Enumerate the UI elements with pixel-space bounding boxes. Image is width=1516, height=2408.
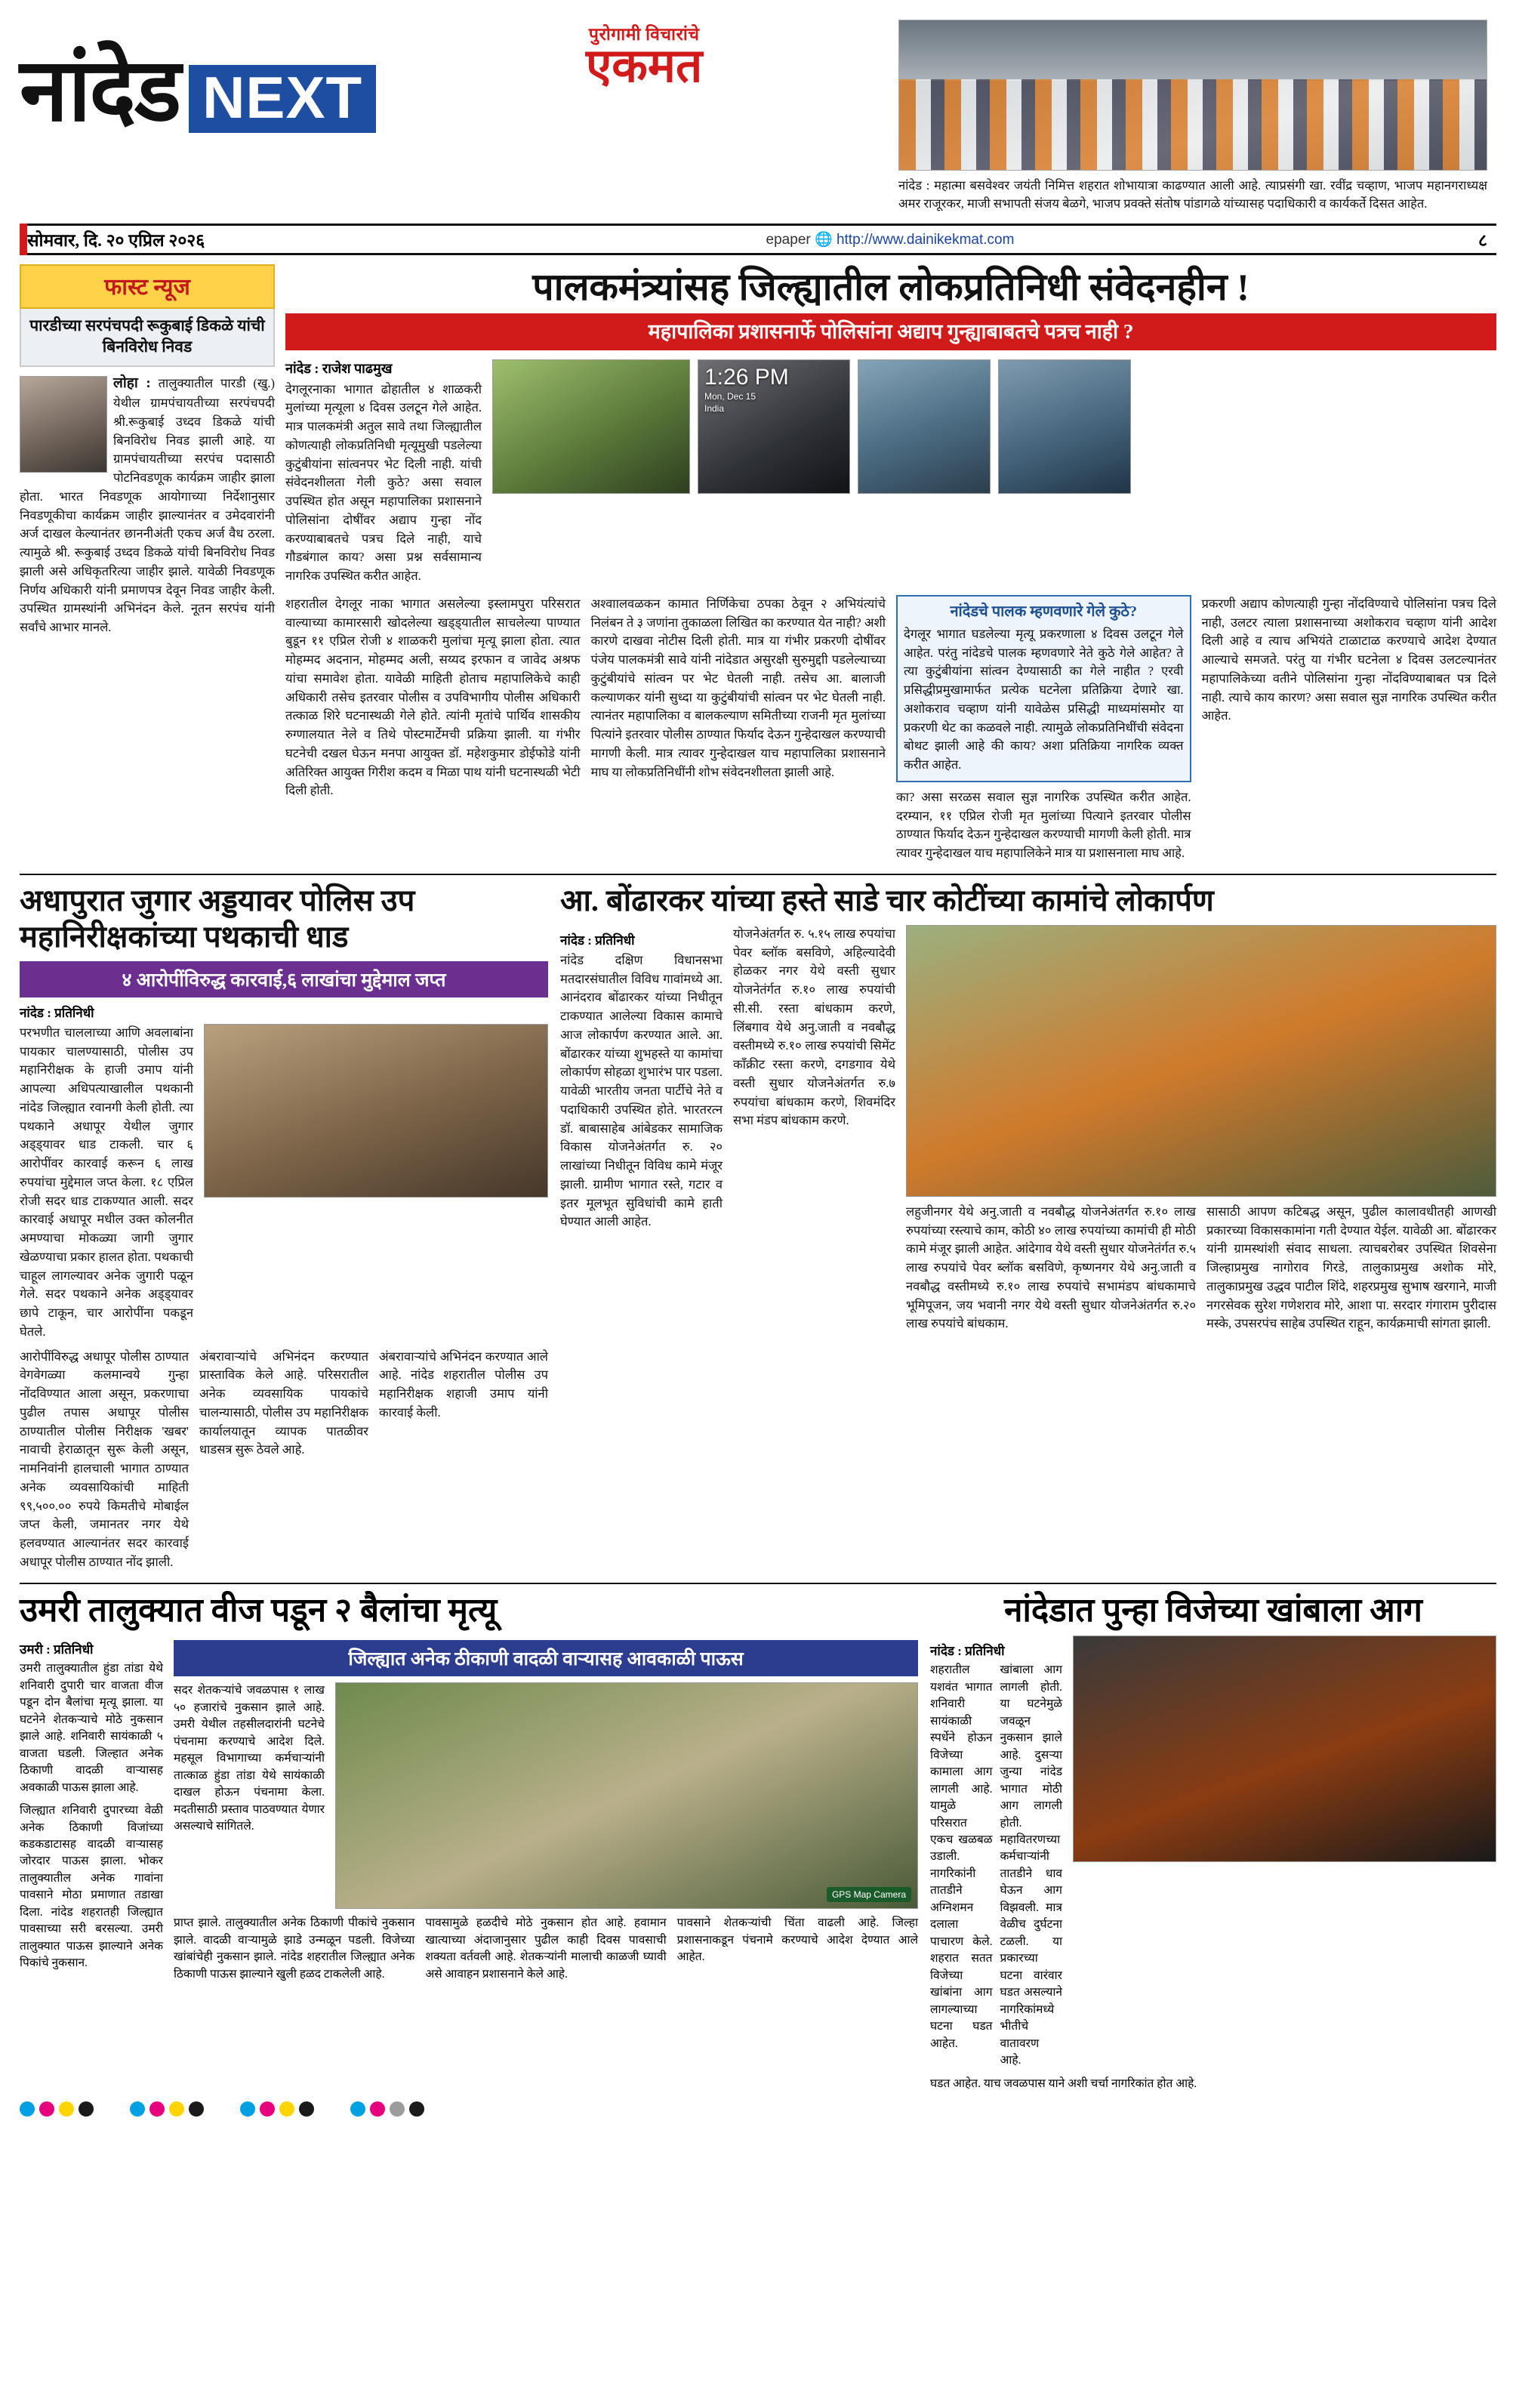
lead-col-3: का? असा सरळस सवाल सुज्ञ नागरिक उपस्थित करीत आहेत. दरम्यान, ११ एप्रिल रोजी मृत मुलांच्या पित्याने इतरवार पोलीस ठाण्यात फिर्याद देऊन गुन्हेदाखल करण्याची मागणी केली होती. मात्र त्यावर गुन्हेदाखल याच महापालिकेने मात्र या प्रशासनाला माघ आहे.: [896, 789, 1191, 861]
pond-rescue-photo-2: [998, 359, 1131, 494]
swatch-black: [409, 2101, 424, 2117]
lead-byline: नांदेड : राजेश पाढमुख: [285, 360, 393, 376]
photo-crowd: [899, 79, 1487, 170]
lead-intro-text: देगलूरनाका भागात ढोहातील ४ शाळकरी मुलांच्या मृत्यूला ४ दिवस उलटून गेले आहेत. मात्र पालकमंत्री अतुल सावे तथा जिल्ह्यातील कोणत्याही लोकप्रतिनिधी मृत्यूमुखी पडलेल्या कुटुंबीयांना सांत्वनपर भेट दिली नाही. यांची संवेदनशीलता गेली कुठे? असा सवाल उपस्थित होत असून महापालिका प्रशासनाने पोलिसांना दोषींवर अद्याप गुन्हा नोंद करण्याबाबतचे पत्रच दिले नाही, याचे गौडबंगाल काय? असा प्रश्न सर्वसामान्य नागरिक उपस्थित करीत आहेत.: [285, 381, 482, 584]
swatch-cyan: [240, 2101, 255, 2117]
swatch-group-3: [240, 2101, 314, 2117]
lead-col-2: अश्वाालवळकन कामात निर्णिकेचा ठपका ठेवून २ अभियंत्यांचे निलंबन ते ३ जणांना तुकाळला लिखित का करण्यात येत नाही? अशी कारणे दाखवा नोटीस दिली होती. मात्र या गंभीर प्रकरणी दोषींवर पंजेय पालकमंत्री सावे यांनी नांदेडात असुरक्षी सुरुमुद्दाी पडलेल्याच्या कुटुंबीयांचे सांत्वन पर भेट घेतली नाही. तसेच आ. बालाजी कल्याणकर यांनी सुध्दा या कुटुंबीयांची सांत्वन पर भेट घेतली नाही. त्यानंतर महापालिका व बालकल्याण समितीच्या राजनी मृत मुलांच्या पित्यांने इतरवार पोलीस ठाण्यात फिर्याद देऊन गुन्हेदाखल करण्याची मागणी केली. मात्र त्यावर गुन्हेदाखल याच महापालिका प्रशासनाने माघ या लोकप्रतिनिधींनी शोभ संवेदनशीलता झाली आहे.: [590, 596, 886, 779]
page-number: ८: [1478, 230, 1487, 250]
datebar-red-block: [20, 224, 27, 255]
tagline: [586, 26, 702, 90]
lokarpan-col-4: सासाठी आपण कटिबद्ध असून, पुढील कालावधीतही आणखी प्रकारच्या विकासकामांना गती देण्यात येईल. यावेळी आ. बोंढारकर यांनी ग्रामस्थांशी संवाद साधला. त्याचबरोबर उपस्थित शिवसेना जिल्हाप्रमुख नागोराव गिरडे, तालुकाप्रमुख अशोक मोरे, तालुकाप्रमुख उद्धव पाटील शिंदे, शहरप्रमुख सुभाष खरगाने, माजी नगरसेवक सुरेश गणेशराव मोरे, आशा पा. सरदार गंगाराम पुरीदास मस्के, उपसरपंच साहेब उपस्थित राहून, कार्यक्रमाची सांगता झाली.: [1206, 1204, 1496, 1331]
fire-footer-text: घडत आहेत. याच जवळपास याने अशी चर्चा नागरिकांत होत आहे.: [930, 2077, 1197, 2090]
umri-col-1-wrap: [20, 1634, 163, 1983]
swatch-cyan: [20, 2101, 35, 2117]
umri-byline: उमरी : प्रतिनिधी: [20, 1642, 94, 1657]
umri-col-1: उमरी तालुक्यातील हुंडा तांडा येथे शनिवारी दुपारी चार वाजता वीज पडून दोन बैलांचा मृत्यू झाला. या घटनेने शेतकऱ्याचे मोठे नुकसान झाले आहे. शनिवारी सायंकाळी ५ वाजता घडली. जिल्हात अनेक ठिकाणी वादळी वाऱ्यासह अवकाळी पाऊस झाला आहे.: [20, 1662, 163, 1794]
fire-headline: नांदेडात पुन्हा विजेच्या खांबाला आग: [1004, 1591, 1422, 1629]
swatch-magenta: [149, 2101, 165, 2117]
fire-story: [930, 1592, 1496, 2092]
lead-photo-strip: [492, 359, 1496, 586]
timestamp-time: 1:26: [704, 364, 749, 390]
gambling-byline: नांदेड : प्रतिनिधी: [20, 1005, 94, 1020]
gambling-col-1: परभणीत चाललाच्या आणि अवलाबांना पायकार चालण्यासाठी, पोलीस उप महानिरीक्षक के हाजी उमाप यांनी आपल्या अधिपत्याखालील पथकानी नांदेड जिल्ह्यात रवानगी केली होती. त्या पथकाने अधापूर येथील जुगार अड्ड्यावर धाड टाकली. चार ६ आरोपींवर कारवाई करून ६ लाख रुपयांचा मुद्देमाल जप्त केला. १८ एप्रिल रोजी सदर धाड टाकण्यात आली. सदर कारवाई अधापूर मधील उक्त कोलनीत अमण्याचा मोकळ्या जागी जुगार खेळण्याचा प्रकार हालत होता. पथकाची चाहूल लागल्यावर अनेक जुगारी पळून गेले. सदर पथकाने अनेक अड्ड्यावर छापे टाकून, चार आरोपींना पकडून घेतले.: [20, 1025, 193, 1339]
lokarpan-byline: नांदेड : प्रतिनिधी: [560, 933, 635, 948]
umri-story: [20, 1592, 918, 2092]
gambling-ribbon: ४ आरोपींविरुद्ध कारवाई,६ लाखांचा मुद्देमाल जप्त: [20, 961, 548, 997]
lead-story: [285, 264, 1496, 863]
fire-text-cols: [930, 1662, 1062, 2069]
umri-col-6: पावसाने शेतकऱ्यांची चिंता वाढली आहे. जिल्हा प्रशासनाकडून पंचनामे करण्याचे आदेश देण्यात आले आहेत.: [676, 1916, 918, 1964]
lokarpan-headline: आ. बोंढारकर यांच्या हस्ते साडे चार कोटींच्या कामांचे लोकार्पण: [560, 883, 1214, 917]
masthead: [20, 0, 1496, 213]
masthead-photo-block: [898, 20, 1487, 213]
timestamp-place: India: [704, 402, 725, 414]
lokarpan-col-1: नांदेड दक्षिण विधानसभा मतदारसंघातील विविध गावांमध्ये आ. आनंदराव बोंढारकर यांच्या निधीतून टाकण्यात आलेल्या विकास कामाचे आज लोकार्पण करण्यात आले. आ. बोंढारकर यांच्या शुभहस्ते या कामांचा लोकार्पण सोहळा शुभारंभ पार पडला. यावेळी भारतीय जनता पार्टीचे नेते व पदाधिकारी उपस्थित होते. भारतरत्न डॉ. बाबासाहेब आंबेडकर सामाजिक विकास योजनेअंतर्गत रु. २० लाखांच्या निधीतून विविध कामे मंजूर झाली. ग्रामीण भागात रस्ते, गटार व इतर मूलभूत सुविधांची कामे हाती घेण्यात आली आहेत.: [560, 952, 723, 1229]
gambling-col-4: अंबरावाऱ्यांचे अभिनंदन करण्यात आले आहे. नांदेड शहरातील पोलीस उप महानिरीक्षक शहाजी उमाप यांनी कारवाई केली.: [379, 1349, 548, 1420]
lokarpan-col-3: लहुजीनगर येथे अनु.जाती व नवबौद्ध योजनेअंतर्गत रु.१० लाख रुपयांच्या रस्त्याचे काम, कोठी ४० लाख रुपयांच्या कामांची ही मोठी कामे मंजूर झाली आहेत. आंदेगाव येथे वस्ती सुधार योजनेतंर्गत रु.५ लाख रुपयांचे पेवर ब्लॉक बसविणे, कृष्णनगर येथे अनु.जाती व नवबौद्ध वस्तीमध्ये रु.१० लाख रुपयांचे सभामंडप बांधकामाचे भूमिपूजन, जय भवानी नगर येथे वस्ती सुधार योजनेअंतर्गत रु.२० लाख रुपयांचे बांधकाम.: [906, 1204, 1196, 1331]
swatch-black: [79, 2101, 94, 2117]
fire-photo-wrap: [1073, 1636, 1496, 2069]
umri-col-3: सदर शेतकऱ्यांचे जवळपास १ लाख ५० हजारांचे नुकसान झाले आहे. उमरी येथील तहसीलदारांनी घटनेचे पंचनामा करण्याचे आदेश दिले. महसूल विभागाच्या कर्मचाऱ्यांनी तात्काळ हुंडा तांडा येथे सायंकाळी दाखल होऊन पंचनामा केला. मदतीसाठी प्रस्ताव पाठवण्यात येणार असल्याचे सांगितले.: [174, 1684, 325, 1833]
lokarpan-col-2-wrap: [733, 925, 895, 1333]
fire-byline: नांदेड : प्रतिनिधी: [930, 1644, 1005, 1659]
lead-col-3-wrap: [896, 595, 1191, 863]
registration-color-bar: [20, 2104, 1496, 2124]
lead-body-columns: [285, 595, 1496, 863]
main-content: [20, 264, 1496, 863]
globe-icon: 🌐: [815, 231, 833, 248]
highlight-box: [896, 595, 1191, 782]
gambling-story: [20, 883, 548, 1572]
pond-rescue-photo-1: [858, 359, 991, 494]
fast-news-dateline: लोहा :: [113, 375, 151, 391]
section-two: [20, 883, 1496, 1572]
dead-bulls-photo: [335, 1682, 918, 1909]
swatch-yellow: [59, 2101, 74, 2117]
lokarpan-right-wrap: [906, 925, 1496, 1333]
photo-timestamp: [704, 366, 789, 413]
fire-col-2: खांबाला आग लागली होती. या घटनेमुळे जवळून नुकसान झाले आहे. दुसऱ्या जुन्या नांदेड भागात मोठी आग लागली होती. महावितरणच्या कर्मचाऱ्यांनी तातडीने धाव घेऊन आग विझवली. मात्र वेळीच दुर्घटना टळली. या प्रकारच्या घटना वारंवार घडत असल्याने नागरिकांमध्ये भीतीचे वातावरण आहे.: [1000, 1663, 1062, 2067]
gambling-col-2: आरोपींविरुद्ध अधापूर पोलीस ठाण्यात वेगवेगळ्या कलमान्वये गुन्हा नोंदविण्यात आला असून, प्रकरणाचा पुढील तपास अधापूर पोलीस ठाण्यातील पोलीस निरीक्षक 'खबर' नावाची हेराळातून सुरू केली असून, नामनिवांनी हालचाली भागात ठाण्यात अनेक व्यवसायिकांची माहिती ९९,५००.०० रुपये किमतीचे मोबाईल जप्त केली, जमानतर नगर येथे हलवण्यात आल्यानंतर सदर कारवाई अधापूर पोलीस ठाण्यात नोंद झाली.: [20, 1349, 189, 1569]
logo-next-badge: NEXT: [189, 65, 376, 133]
lead-col-4: प्रकरणी अद्याप कोणत्याही गुन्हा नोंदविण्याचे पोलिसांना पत्रच दिले नाही, उलटर त्याला प्रशासनाच्या अशोकराव चव्हाण यांनी आदेश दिली आहे व त्याच अभियंते टाळाटाळ करण्याचे आदेश देण्यात आल्याचे समजते. परंतु या गंभीर घटनेला ४ दिवस उलटल्यानंतर महापालिकेच्या वतीने पोलिसांना गुन्हा नोंदविण्याबाबत पत्र दिले नाही. त्याचे काय कारण? असा सवाल सुज्ञ नागरिक उपस्थित करीत आहेत.: [1201, 596, 1496, 723]
gambling-photo-wrap: [204, 1024, 548, 1342]
boy-portrait-photo: [492, 359, 690, 494]
swatch-yellow: [279, 2101, 294, 2117]
timestamp-ampm: PM: [754, 364, 789, 390]
sarpanch-portrait-photo: [20, 376, 107, 473]
epaper-label: epaper: [766, 231, 811, 248]
umri-photo-row: [174, 1682, 918, 1909]
fast-news-label: फास्ट न्यूज: [104, 274, 190, 300]
umri-headline: उमरी तालुक्यात वीज पडून २ बैलांचा मृत्यू: [20, 1591, 498, 1629]
swatch-black: [189, 2101, 204, 2117]
photo-sky: [899, 20, 1487, 81]
fast-news-badge: [20, 264, 275, 309]
gps-map-camera-badge: GPS Map Camera: [827, 1887, 911, 1902]
lead-intro-column: [285, 359, 482, 586]
umri-col-5: पावसामुळे हळदीचे मोठे नुकसान होत आहे. हवामान खात्याच्या अंदाजानुसार पुढील काही दिवस पावसाची शक्यता वर्तवली आहे. शेतकऱ्यांनी मालाची काळजी घ्यावी असे आवाहन प्रशासनाने केले आहे.: [425, 1916, 667, 1981]
swatch-cyan: [350, 2101, 365, 2117]
logo-main-text: नांदेड: [20, 43, 180, 140]
umri-col-4: प्राप्त झाले. तालुक्यातील अनेक ठिकाणी पीकांचे नुकसान झाले. वादळी वाऱ्यामुळे झाडे उन्मळून पडली. विजेच्या खांबांचेही नुकसान झाले. नांदेड शहरातील जिल्ह्यात अनेक ठिकाणी पाऊस झाल्याने खुली हळद टाकलेली आहे.: [174, 1916, 415, 1981]
section-divider-2: [20, 1583, 1496, 1584]
lead-headline: पालकमंत्र्यांसह जिल्ह्यातील लोकप्रतिनिधी संवेदनहीन !: [532, 265, 1249, 308]
date-bar: [20, 224, 1496, 255]
umri-bottom-cols: [174, 1915, 918, 1983]
masthead-branding: [20, 20, 888, 140]
swatch-group-4: [350, 2101, 424, 2117]
umri-photo-wrap: [335, 1682, 918, 1909]
umri-row: [20, 1634, 918, 1983]
swatch-magenta: [39, 2101, 54, 2117]
procession-photo-caption: नांदेड : महात्मा बसवेश्वर जयंती निमित्त शहरात शोभायात्रा काढण्यात आली आहे. त्याप्रसंगी खा. रवींद्र चव्हाण, भाजप महानगराध्यक्ष अमर राजूरकर, माजी सभापती संजय बेळगे, भाजप प्रवक्ते संतोष पांडागळे यांच्यासह पदाधिकारी व कार्यकर्ते दिसत आहेत.: [898, 178, 1487, 211]
gambling-raid-photo: [204, 1024, 548, 1198]
lokarpan-story: [560, 883, 1496, 1572]
lokarpan-ceremony-photo: [906, 925, 1496, 1197]
fire-text-wrap: [930, 1636, 1062, 2069]
swatch-black: [299, 2101, 314, 2117]
epaper-url: http://www.dainikekmat.com: [836, 231, 1015, 248]
swatch-group-2: [130, 2101, 204, 2117]
logo-row: [20, 43, 888, 140]
tagline-small: पुरोगामी विचारांचे: [588, 25, 700, 44]
lokarpan-col-2: योजनेअंतर्गत रु. ५.१५ लाख रुपयांचा पेवर ब्लॉक बसविणे, अहिल्यादेवी होळकर नगर येथे वस्ती सुधार योजनेतंर्गत रु.१० लाख रुपयांची सी.सी. रस्ता बांधकाम करणे, लिंबगाव येथे अनु.जाती व नवबौद्ध वस्तीमध्ये रु.१० लाख रुपयांची सिमेंट काँक्रीट रस्ता करणे, दगडगाव येथे वस्ती सुधार योजनेअंतर्गत रु.७ रुपयांचा बांधकाम करणे, शिवमंदिर सभा मंडप बांधकाम करणे.: [733, 926, 895, 1128]
highlight-box-title: नांदेडचे पालक म्हणवणारे गेले कुठे?: [950, 603, 1138, 620]
fast-news-headline: पारडीच्या सरपंचपदी रूकुबाई डिकळे यांची बिनविरोध निवड: [20, 309, 275, 367]
swatch-group-1: [20, 2101, 94, 2117]
lokarpan-row: [560, 925, 1496, 1333]
tagline-big: एकमत: [586, 41, 703, 92]
gambling-headline: अधापुरात जुगार अड्डयावर पोलिस उप महानिरीक्षकांच्या पथकाची धाड: [20, 883, 415, 954]
lokarpan-lower-cols: [906, 1203, 1496, 1333]
procession-photo: [898, 20, 1487, 171]
fire-col-1: शहरातील यशवंत भागात शनिवारी सायंकाळी स्पर्धेने होऊन विजेच्या कामाला आग लागली आहे. यामुळे परिसरात एकच खळबळ उडाली. नागरिकांनी तातडीने अग्निशमन दलाला पाचारण केले. शहरात सतत विजेच्या खांबांना आग लागल्याच्या घटना घडत आहेत.: [930, 1663, 993, 2050]
lead-subheadline: महापालिका प्रशासनार्फे पोलिसांना अद्याप गुन्ह्याबाबतचे पत्रच नाही ?: [285, 313, 1496, 350]
highlight-box-body: देगलूर भागात घडलेल्या मृत्यू प्रकरणाला ४ दिवस उलटून गेले आहेत. परंतु नांदेडचे पालक म्हणवणारे नेते कुठे गेले आहेत? ते त्या कुटुंबीयांना सांत्वन देण्यासाठी का गेले नाहीत ? एरवी प्रसिद्धीप्रमुखामार्फत प्रत्येक घटनेला प्रतिक्रिया देणारे खा. अशोकराव चव्हाण यांनी यावेळेस प्रसिद्धी माध्यमांसमोर या प्रकरणी थेट का कळवले नाही. त्यामुळे लोकप्रतिनिधींची संवेदना बोथट झाली आहे की काय? अशा प्रतिक्रिया नागरिक व्यक्त करीत आहेत.: [904, 626, 1184, 772]
fire-row: [930, 1636, 1496, 2069]
swatch-magenta: [370, 2101, 385, 2117]
umri-ribbon: जिल्ह्यात अनेक ठीकाणी वादळी वाऱ्यासह आवकाळी पाऊस: [174, 1640, 918, 1676]
swatch-grey: [390, 2101, 405, 2117]
epaper-link[interactable]: [352, 230, 1428, 248]
swatch-yellow: [169, 2101, 184, 2117]
section-three: [20, 1592, 1496, 2092]
lead-top-row: [285, 359, 1496, 586]
lokarpan-col-1-wrap: [560, 925, 723, 1333]
electric-pole-fire-photo: [1073, 1636, 1496, 1862]
section-divider-1: [20, 874, 1496, 875]
left-sidebar: [20, 264, 275, 863]
lead-col-1: शहरातील देगलूर नाका भागात असलेल्या इस्लामपुरा परिसरात वाल्याच्या कामारसारी खोदलेल्या खड्ड्यातील साचलेल्या पाण्यात बुडून ११ एप्रिल रोजी ४ शाळकरी मुलांचा मृत्यू झाला होता. त्यात मोहम्मद अदनान, मोहम्मद अली, सय्यद इरफान व जावेद अश्रफ यांचा समावेश होता. यावेळी माहिती होताच महापालिकेचे काही अधिकारी तसेच इतरवार पोलीस व उपविभागीय पोलीस अधिकारी तत्काळ शिरे घटनास्थळी गेले होते. त्यांनी मृतांचे पार्थिव शासकीय रुग्णालयात नेले व तिथे पोस्टमार्टेमची प्रक्रिया झाली. या गंभीर घटनेची दखल घेऊन मनपा आयुक्त डॉ. महेशकुमार डोईफोडे यांनी अतिरिक्त आयुक्त गिरीश कदम व मिळा पाथ यांनी घटनास्थळी भेटी दिली होती.: [285, 596, 581, 798]
fast-news-body-text: तालुक्यातील पारडी (खु.) येथील ग्रामपंचायतीच्या सरपंचपदी श्री.रूकुबाई उध्दव डिकळे यांची बिनविरोध निवड झाली आहे. या ग्रामपंचायतीच्या सरपंच पदासाठी पोटनिवडणूक कार्यक्रम जाहीर झाला होता. भारत निवडणूक आयोगाच्या निर्देशानुसार निवडणूकीचा कार्यक्रम जाहीर झाल्यानंतर व उमेदवारांनी अर्ज दाखल केल्यानंतर छाननीअंती एकच अर्ज वैध ठरला. त्यामुळे श्री. रूकुबाई उध्दव डिकळे यांची बिनविरोध निवड झाली असे अधिकृतरित्या जाहीर झाले. यावेळी निवडणूक निर्णय अधिकारी यांनी प्रमाणपत्र देवून निवड जाहीर केली. उपस्थित ग्रामस्थांनी अभिनंदन केले. नूतन सरपंच यांनी सर्वांचे आभार मानले.: [20, 375, 276, 635]
issue-date: सोमवार, दि. २० एप्रिल २०२६: [27, 230, 205, 250]
gambling-bottom-row: [20, 1348, 548, 1572]
timestamp-date: Mon, Dec 15: [704, 390, 756, 402]
umri-right-wrap: [174, 1634, 918, 1983]
gambling-top-row: [20, 1024, 548, 1342]
swatch-cyan: [130, 2101, 145, 2117]
man-sunglasses-photo: [698, 359, 850, 494]
gambling-col-3: अंबरावाऱ्यांचे अभिनंदन करण्यात प्रास्ताविक केले आहे. परिसरातील अनेक व्यवसायिक पायकांचे चालन्यासाठी, पोलीस उप महानिरीक्षक कार्यालयातून व्यापक पातळीवर धाडसत्र सुरू ठेवले आहे.: [199, 1349, 368, 1457]
swatch-magenta: [260, 2101, 275, 2117]
umri-col-2: जिल्ह्यात शनिवारी दुपारच्या वेळी अनेक ठिकाणी विजांच्या कडकडाटासह वादळी वाऱ्यासह जोरदार पाऊस झाला. भोकर तालुक्यातील अनेक गावांना पावसाने मोठा प्रमाणात तडाखा दिला. नांदेड शहरातही जिल्ह्यात पावसाच्या सरी बरसल्या. उमरी तालुक्यात पाऊस झाल्याने अनेक पिकांचे नुकसान.: [20, 1804, 163, 1970]
